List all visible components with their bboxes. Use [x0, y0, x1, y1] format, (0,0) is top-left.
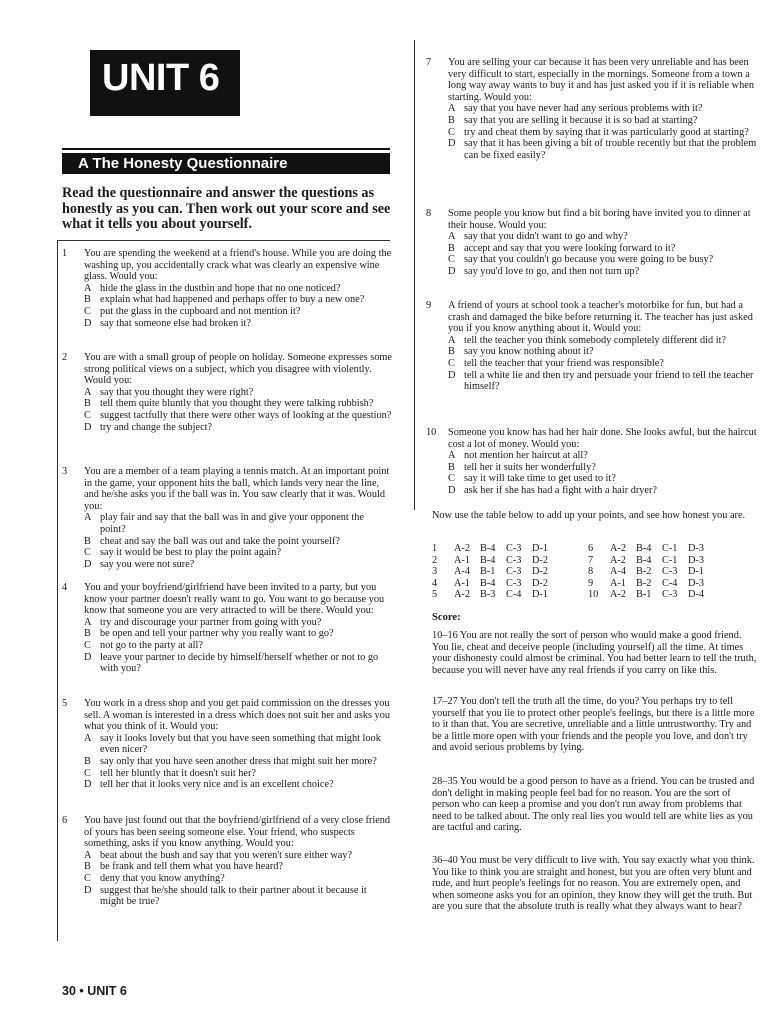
answer-option-d: [84, 652, 392, 675]
answer-option-b: [84, 861, 392, 873]
questionnaire-intro: Read the questionnaire and answer the questions as honestly as you can. Then work out your score and see what it tells you about yourself.: [62, 185, 391, 232]
option-text: say it looks lovely but that you have seen something that might look even nicer?: [100, 732, 381, 756]
option-text: try and cheat them by saying that it was particularly good at starting?: [464, 126, 749, 138]
score-instruction: Now use the table below to add up your points, and see how honest you are.: [432, 510, 746, 521]
option-letter: A: [448, 231, 456, 243]
answer-option-b: [84, 628, 392, 640]
option-letter: B: [84, 535, 91, 547]
option-text: hide the glass in the dustbin and hope that no one noticed?: [100, 282, 341, 294]
section-rule: [62, 148, 390, 150]
score-row: [432, 566, 558, 578]
option-text: cheat and say the ball was out and take the point yourself?: [100, 535, 340, 547]
question-2: [62, 352, 392, 433]
answer-options: [62, 617, 392, 675]
score-cell: A-4: [610, 566, 627, 578]
option-text: leave your partner to decide by himself/herself whether or not to go with you?: [100, 651, 379, 675]
question-stem: You have just found out that the boyfriend/girlfriend of a very close friend of yours has been seeing someone else. Your friend, who suspects something, asks if you know anything. Would you:: [84, 815, 391, 850]
option-letter: D: [84, 317, 92, 329]
option-text: tell a white lie and then try and persuade your friend to tell the teacher himself?: [464, 369, 754, 393]
option-text: be frank and tell them what you have heard?: [100, 861, 283, 873]
answer-option-a: [448, 103, 760, 115]
score-cell: D-2: [532, 554, 549, 566]
option-letter: A: [84, 512, 92, 524]
answer-option-c: [84, 873, 392, 885]
answer-option-c: [448, 358, 760, 370]
score-cell: B-1: [480, 566, 496, 578]
answer-options: [426, 103, 760, 161]
question-8: [426, 208, 760, 278]
option-letter: C: [84, 547, 91, 559]
question-10: [426, 427, 760, 497]
answer-option-c: [84, 410, 392, 422]
option-letter: B: [84, 398, 91, 410]
score-question-number: 5: [432, 589, 438, 601]
question-stem: A friend of yours at school took a teacher's motorbike for fun, but had a crash and damaged the bike before returning it. The teacher has just asked you if you know anything about it. Would you:: [448, 300, 753, 335]
score-row: [432, 543, 558, 555]
option-letter: A: [84, 616, 92, 628]
score-cell: B-4: [480, 543, 496, 554]
option-letter: A: [448, 103, 456, 115]
question-number: 5: [62, 698, 68, 709]
score-cell: C-3: [506, 566, 522, 578]
option-text: not mention her haircut at all?: [464, 450, 588, 462]
score-band-10-16: 10–16 You are not really the sort of person who would make a good friend. You lie, cheat and deceive people (including yourself) all the time. At times your dishonesty could almost be criminal. You had better learn to tell the truth, because you will never have any real friends if you carry on like this.: [432, 630, 757, 676]
answer-option-a: [84, 387, 392, 399]
score-question-number: 9: [588, 577, 594, 589]
score-cell: D-3: [688, 554, 705, 566]
answer-option-b: [448, 115, 760, 127]
answer-option-a: [84, 512, 392, 535]
option-text: say that you didn't want to go and why?: [464, 231, 628, 243]
score-cell: A-2: [454, 589, 471, 601]
answer-options: [62, 283, 392, 329]
score-table-left: [432, 543, 558, 601]
option-letter: D: [84, 421, 92, 433]
option-letter: A: [84, 386, 92, 398]
option-letter: C: [84, 639, 91, 651]
answer-option-d: [84, 885, 392, 908]
score-band-17-27: 17–27 You don't tell the truth all the time, do you? You perhaps try to tell yourself that you lie to protect other people's feelings, but there is a little more to it than that. You are secretive, unreliable and a little untrustworthy. Try and be a little more open with your friends and the people you love, and don't try and avoid serious problems by lying.: [432, 696, 755, 754]
question-1: [62, 248, 392, 329]
option-text: say only that you have seen another dress that might suit her more?: [100, 755, 377, 767]
score-label: Score:: [432, 612, 461, 623]
score-cell: D-4: [688, 589, 705, 601]
option-letter: D: [84, 558, 92, 570]
answer-options: [426, 231, 760, 277]
score-cell: C-1: [662, 543, 678, 554]
answer-option-c: [448, 473, 760, 485]
score-band-28-35: 28–35 You would be a good person to have as a friend. You can be trusted and don't delight in making people feel bad for no reason. You are the sort of person who can keep a promise and you don't run away from problems that need to be talked about. The only real lies you would tell are white lies as you are tactful and caring.: [432, 776, 755, 834]
answer-option-b: [448, 243, 760, 255]
answer-option-a: [448, 450, 760, 462]
score-cell: D-2: [532, 566, 549, 578]
score-cell: D-1: [532, 543, 549, 554]
option-text: tell her that it looks very nice and is an excellent choice?: [100, 779, 334, 791]
question-number: 9: [426, 300, 432, 311]
score-row: [588, 543, 714, 555]
answer-option-d: [448, 138, 760, 161]
score-cell: A-1: [454, 577, 471, 589]
option-text: tell her it suits her wonderfully?: [464, 461, 596, 473]
score-cell: C-3: [662, 566, 678, 578]
question-number: 1: [62, 248, 68, 259]
option-text: deny that you know anything?: [100, 872, 225, 884]
question-number: 8: [426, 208, 432, 219]
option-letter: D: [448, 265, 456, 277]
score-question-number: 8: [588, 566, 594, 578]
option-letter: A: [84, 732, 92, 744]
question-7: [426, 57, 760, 161]
question-4: [62, 582, 392, 675]
score-table-right: [588, 543, 714, 601]
score-cell: C-3: [506, 577, 522, 589]
question-number: 10: [426, 427, 437, 438]
answer-option-d: [448, 370, 760, 393]
score-cell: A-2: [610, 589, 627, 601]
score-question-number: 3: [432, 566, 438, 578]
option-letter: C: [84, 767, 91, 779]
answer-option-d: [448, 266, 760, 278]
option-letter: C: [448, 254, 455, 266]
score-cell: A-2: [610, 543, 627, 554]
answer-option-c: [448, 127, 760, 139]
option-letter: C: [84, 305, 91, 317]
option-text: say that someone else had broken it?: [100, 317, 251, 329]
option-letter: D: [84, 779, 92, 791]
question-stem: Someone you know has had her hair done. She looks awful, but the haircut cost a lot of money. Would you:: [448, 427, 757, 450]
answer-option-a: [448, 231, 760, 243]
score-cell: B-4: [636, 543, 652, 554]
option-text: put the glass in the cupboard and not mention it?: [100, 305, 301, 317]
score-question-number: 2: [432, 554, 438, 566]
question-number: 4: [62, 582, 68, 593]
page-footer: 30 • UNIT 6: [62, 984, 127, 998]
question-number: 3: [62, 466, 68, 477]
option-text: explain what had happened and perhaps offer to buy a new one?: [100, 294, 365, 306]
score-cell: B-4: [636, 554, 652, 566]
option-text: ask her if she has had a fight with a hair dryer?: [464, 484, 657, 496]
option-letter: B: [448, 242, 455, 254]
option-letter: D: [448, 138, 456, 150]
answer-option-c: [84, 640, 392, 652]
answer-option-a: [84, 850, 392, 862]
answer-option-c: [84, 547, 392, 559]
score-question-number: 7: [588, 554, 594, 566]
score-cell: A-4: [454, 566, 471, 578]
answer-options: [62, 387, 392, 433]
option-letter: A: [448, 450, 456, 462]
option-text: try and discourage your partner from going with you?: [100, 616, 322, 628]
option-letter: B: [448, 346, 455, 358]
score-row: [588, 578, 714, 590]
option-text: tell the teacher you think somebody completely different did it?: [464, 334, 727, 346]
question-9: [426, 300, 760, 393]
option-text: say that you are selling it because it is so bad at starting?: [464, 114, 698, 126]
option-letter: C: [448, 357, 455, 369]
question-number: 6: [62, 815, 68, 826]
option-letter: B: [448, 114, 455, 126]
score-cell: C-3: [662, 589, 678, 601]
question-stem: You are with a small group of people on holiday. Someone expresses some strong political views on a subject, which you disagree with violently. Would you:: [84, 352, 392, 387]
question-6: [62, 815, 392, 908]
answer-option-c: [84, 306, 392, 318]
answer-option-c: [84, 768, 392, 780]
option-letter: A: [84, 849, 92, 861]
question-number: 7: [426, 57, 432, 68]
score-cell: C-3: [506, 543, 522, 554]
question-number: 2: [62, 352, 68, 363]
score-band-36-40: 36–40 You must be very difficult to live with. You say exactly what you think. You like to think you are straight and honest, but you are often very blunt and rude, and hurt people's feelings for no reason. You are extremely open, and when someone asks you for an opinion, they know they will get the truth. But are you sure that the absolute truth is really what they always want to hear?: [432, 855, 755, 913]
score-row: [432, 578, 558, 590]
score-cell: B-1: [636, 589, 652, 601]
score-row: [588, 566, 714, 578]
answer-options: [426, 450, 760, 496]
question-stem: You and your boyfriend/girlfriend have been invited to a party, but you know your partner doesn't really want to go. You want to go because you know that someone you are very attracted to will be there. Would you:: [84, 582, 385, 617]
option-text: say it will take time to get used to it?: [464, 473, 616, 485]
option-text: suggest tactfully that there were other ways of looking at the question?: [100, 409, 392, 421]
option-text: say you know nothing about it?: [464, 346, 594, 358]
score-row: [588, 555, 714, 567]
score-cell: A-1: [610, 577, 627, 589]
score-cell: D-3: [688, 543, 705, 554]
option-text: be open and tell your partner why you really want to go?: [100, 628, 334, 640]
option-text: not go to the party at all?: [100, 639, 203, 651]
option-letter: B: [84, 861, 91, 873]
question-stem: You work in a dress shop and you get paid commission on the dresses you sell. A woman is interested in a dress which does not suit her and asks you what you think of it. Would you:: [84, 698, 391, 733]
answer-option-b: [84, 536, 392, 548]
option-text: tell them quite bluntly that you thought they were talking rubbish?: [100, 398, 374, 410]
answer-option-d: [84, 779, 392, 791]
score-cell: B-2: [636, 566, 652, 578]
score-cell: A-2: [610, 554, 627, 566]
question-3: [62, 466, 392, 570]
score-cell: C-4: [662, 577, 678, 589]
answer-option-d: [448, 485, 760, 497]
question-stem: Some people you know but find a bit boring have invited you to dinner at their house. Would you:: [448, 208, 751, 231]
option-letter: B: [84, 628, 91, 640]
option-letter: D: [448, 369, 456, 381]
score-cell: B-3: [480, 589, 496, 601]
answer-option-a: [84, 617, 392, 629]
question-stem: You are a member of a team playing a tennis match. At an important point in the game, your opponent hits the ball, which lands very near the line, and he/she asks you if the ball was in. You saw clearly that it was. Would you:: [84, 466, 390, 512]
score-row: [588, 589, 714, 601]
option-text: try and change the subject?: [100, 421, 213, 433]
score-cell: B-4: [480, 577, 496, 589]
score-question-number: 1: [432, 543, 438, 554]
option-letter: B: [84, 294, 91, 306]
option-text: say you'd love to go, and then not turn up?: [464, 265, 640, 277]
score-cell: B-2: [636, 577, 652, 589]
answer-options: [62, 512, 392, 570]
option-letter: C: [448, 126, 455, 138]
option-letter: B: [448, 461, 455, 473]
score-cell: C-4: [506, 589, 522, 601]
question-stem: You are spending the weekend at a friend's house. While you are doing the washing up, you accidentally crack what was clearly an expensive wine glass. Would you:: [84, 248, 392, 283]
score-cell: D-2: [532, 577, 549, 589]
option-text: say that it has been giving a bit of trouble recently but that the problem can be fixed easily?: [464, 138, 757, 161]
unit-heading: UNIT 6: [102, 57, 220, 99]
answer-options: [426, 335, 760, 393]
question-5: [62, 698, 392, 791]
option-letter: D: [84, 884, 92, 896]
score-question-number: 10: [588, 589, 599, 601]
option-text: play fair and say that the ball was in and give your opponent the point?: [100, 512, 364, 535]
score-question-number: 4: [432, 577, 438, 589]
question-stem: You are selling your car because it has been very unreliable and has been very difficult to start, especially in the mornings. Someone from a town a long way away wants to buy it and has just asked you if it is reliable when starting. Would you:: [448, 57, 754, 103]
answer-option-a: [448, 335, 760, 347]
option-letter: A: [448, 334, 456, 346]
answer-option-b: [84, 756, 392, 768]
option-text: tell the teacher that your friend was responsible?: [464, 357, 664, 369]
option-letter: C: [84, 409, 91, 421]
answer-option-c: [448, 254, 760, 266]
section-heading: A The Honesty Questionnaire: [78, 155, 288, 172]
answer-option-a: [84, 283, 392, 295]
option-letter: A: [84, 282, 92, 294]
score-cell: D-1: [688, 566, 705, 578]
score-cell: D-3: [688, 577, 705, 589]
option-text: say it would be best to play the point again?: [100, 547, 282, 559]
answer-options: [62, 850, 392, 908]
answer-option-d: [84, 422, 392, 434]
score-cell: C-3: [506, 554, 522, 566]
score-cell: B-4: [480, 554, 496, 566]
answer-option-a: [84, 733, 392, 756]
option-text: say that you thought they were right?: [100, 386, 254, 398]
answer-option-b: [448, 462, 760, 474]
answer-option-b: [84, 294, 392, 306]
answer-option-d: [84, 318, 392, 330]
score-question-number: 6: [588, 543, 594, 554]
option-text: say that you have never had any serious problems with it?: [464, 103, 703, 115]
option-text: say that you couldn't go because you were going to be busy?: [464, 254, 714, 266]
option-text: suggest that he/she should talk to their partner about it because it might be true?: [100, 884, 367, 908]
score-cell: A-1: [454, 554, 471, 566]
answer-option-b: [448, 346, 760, 358]
option-letter: C: [84, 872, 91, 884]
score-row: [432, 589, 558, 601]
score-cell: A-2: [454, 543, 471, 554]
score-cell: C-1: [662, 554, 678, 566]
answer-option-b: [84, 398, 392, 410]
score-row: [432, 555, 558, 567]
option-letter: C: [448, 473, 455, 485]
option-text: tell her bluntly that it doesn't suit her?: [100, 767, 256, 779]
option-text: beat about the bush and say that you weren't sure either way?: [100, 849, 353, 861]
option-text: say you were not sure?: [100, 558, 195, 570]
option-letter: D: [448, 484, 456, 496]
option-letter: D: [84, 651, 92, 663]
score-cell: D-1: [532, 589, 549, 601]
answer-option-d: [84, 559, 392, 571]
option-text: accept and say that you were looking forward to it?: [464, 242, 676, 254]
answer-options: [62, 733, 392, 791]
option-letter: B: [84, 755, 91, 767]
